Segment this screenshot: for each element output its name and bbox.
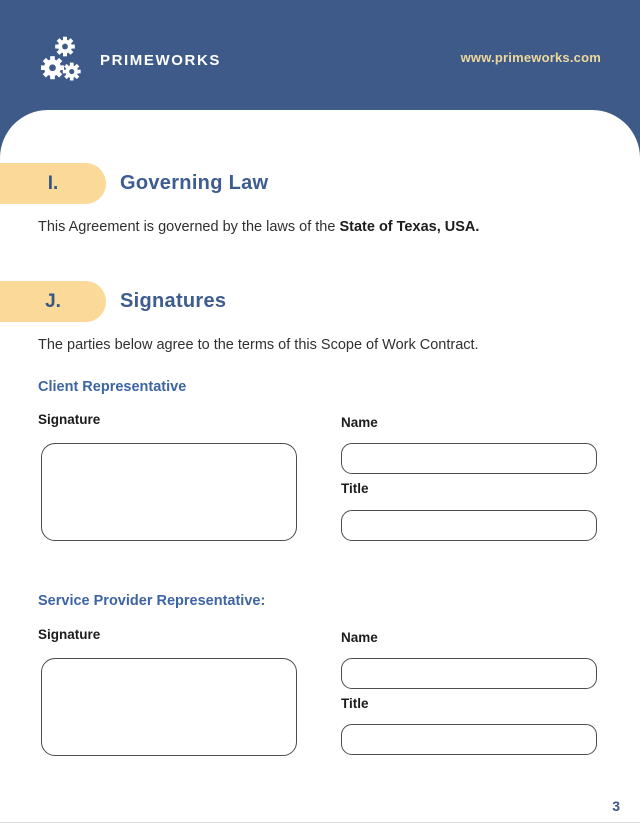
name-input[interactable] <box>341 658 597 689</box>
section-letter: I. <box>47 172 59 194</box>
website-link[interactable]: www.primeworks.com <box>460 50 601 65</box>
paragraph-text: This Agreement is governed by the laws of the <box>38 219 340 235</box>
name-input[interactable] <box>341 443 597 474</box>
page-number: 3 <box>612 798 620 814</box>
service-provider-representative-heading: Service Provider Representative: <box>38 593 266 609</box>
paragraph-bold-text: State of Texas, USA. <box>339 219 480 235</box>
logo <box>40 34 221 86</box>
section-title-governing-law: Governing Law <box>120 172 269 194</box>
title-input[interactable] <box>341 724 597 755</box>
paragraph-text: The parties below agree to the terms of this Scope of Work Contract. <box>38 337 479 353</box>
gear-icon <box>63 63 81 81</box>
section-pill-j <box>0 281 106 322</box>
client-representative-heading: Client Representative <box>38 379 187 395</box>
section-letter: J. <box>45 290 61 312</box>
title-label: Title <box>341 481 369 496</box>
section-title-signatures: Signatures <box>120 290 227 312</box>
signature-box[interactable] <box>41 443 297 541</box>
gears-logo-icon <box>40 34 90 86</box>
section-pill-i <box>0 163 106 204</box>
signatures-paragraph <box>38 337 479 353</box>
gear-icon <box>55 37 75 57</box>
title-input[interactable] <box>341 510 597 541</box>
name-label: Name <box>341 630 378 645</box>
signature-label: Signature <box>38 412 101 427</box>
footer-divider <box>0 822 640 823</box>
brand-name: PRIMEWORKS <box>100 51 221 69</box>
governing-law-paragraph <box>38 219 479 235</box>
name-label: Name <box>341 415 378 430</box>
signature-label: Signature <box>38 627 101 642</box>
title-label: Title <box>341 696 369 711</box>
gear-icon <box>41 56 64 79</box>
signature-box[interactable] <box>41 658 297 756</box>
